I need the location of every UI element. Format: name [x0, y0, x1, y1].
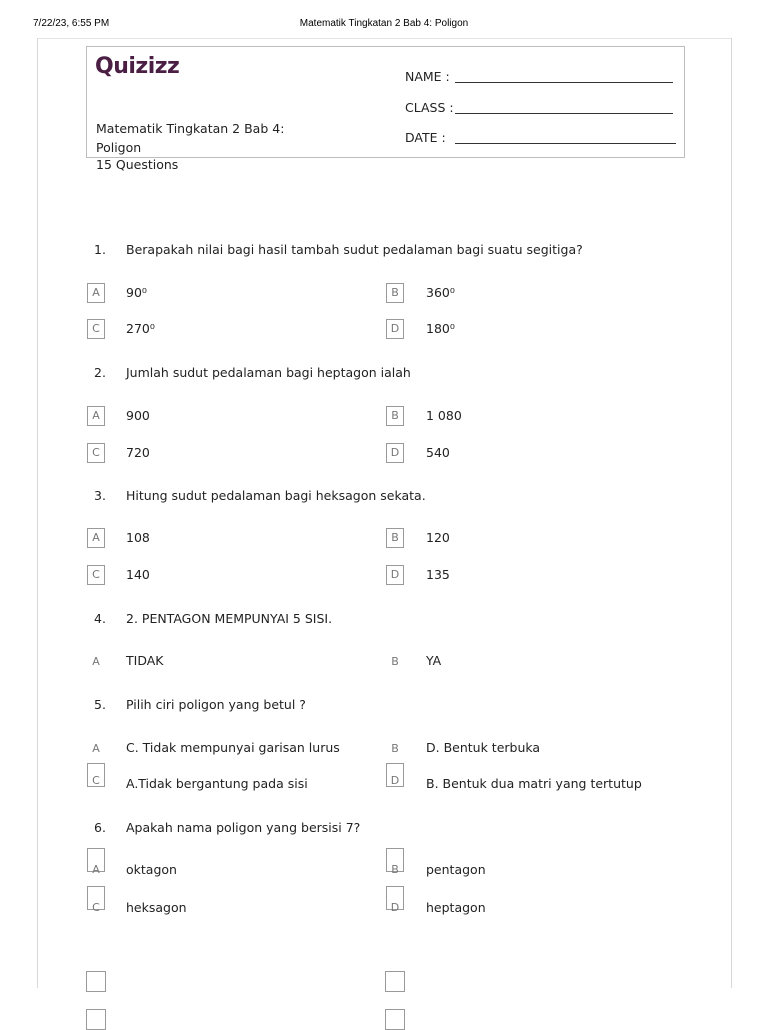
option-box[interactable]: D — [386, 443, 404, 463]
option-text: 540 — [426, 445, 450, 460]
print-date: 7/22/23, 6:55 PM — [33, 18, 110, 29]
option-text: pentagon — [426, 862, 486, 877]
option-text: 720 — [126, 445, 150, 460]
option-letter[interactable]: B — [391, 655, 399, 668]
option-text: 180⁰ — [426, 321, 455, 336]
option-letter[interactable]: A — [92, 655, 100, 668]
option-box[interactable]: A — [87, 848, 105, 872]
option-box[interactable]: B — [386, 283, 404, 303]
option-text: 135 — [426, 567, 450, 582]
question-number: 3. — [94, 488, 106, 503]
option-box[interactable]: D — [386, 763, 404, 787]
question-number: 4. — [94, 611, 106, 626]
option-text: B. Bentuk dua matri yang tertutup — [426, 776, 642, 791]
option-box[interactable]: D — [386, 319, 404, 339]
question-text: Pilih ciri poligon yang betul ? — [126, 697, 306, 712]
date-field — [405, 130, 446, 145]
option-text: 140 — [126, 567, 150, 582]
question-number: 2. — [94, 365, 106, 380]
option-text: 120 — [426, 530, 450, 545]
option-text: heptagon — [426, 900, 486, 915]
option-box[interactable]: C — [87, 763, 105, 787]
option-text: 270⁰ — [126, 321, 155, 336]
question-text: 2. PENTAGON MEMPUNYAI 5 SISI. — [126, 611, 333, 626]
answer-checkbox[interactable] — [86, 1009, 106, 1030]
name-label: NAME : — [405, 69, 450, 84]
quiz-title: Matematik Tingkatan 2 Bab 4: Poligon — [96, 121, 285, 155]
option-text: 900 — [126, 408, 150, 423]
name-field — [405, 69, 450, 84]
option-text: C. Tidak mempunyai garisan lurus — [126, 740, 340, 755]
option-box[interactable]: D — [386, 565, 404, 585]
answer-checkbox[interactable] — [385, 971, 405, 992]
page-border — [37, 38, 732, 39]
option-box[interactable]: B — [386, 406, 404, 426]
question-text: Hitung sudut pedalaman bagi heksagon sekata. — [126, 488, 426, 503]
question-text: Berapakah nilai bagi hasil tambah sudut pedalaman bagi suatu segitiga? — [126, 242, 583, 257]
option-text: TIDAK — [126, 653, 164, 668]
option-text: YA — [426, 653, 442, 668]
option-box[interactable]: B — [386, 528, 404, 548]
option-box[interactable]: C — [87, 443, 105, 463]
option-box[interactable]: C — [87, 886, 105, 910]
name-line — [455, 82, 673, 83]
option-box[interactable]: A — [87, 406, 105, 426]
page-border — [731, 38, 732, 988]
class-line — [455, 113, 673, 114]
option-box[interactable]: A — [87, 283, 105, 303]
answer-checkbox[interactable] — [86, 971, 106, 992]
option-text: 1 080 — [426, 408, 462, 423]
option-box[interactable]: C — [87, 565, 105, 585]
class-field — [405, 100, 454, 115]
option-letter[interactable]: A — [92, 742, 100, 755]
option-letter[interactable]: B — [391, 742, 399, 755]
option-text: 360⁰ — [426, 285, 455, 300]
option-box[interactable]: A — [87, 528, 105, 548]
question-number: 1. — [94, 242, 106, 257]
question-number: 6. — [94, 820, 106, 835]
option-text: heksagon — [126, 900, 187, 915]
option-text: D. Bentuk terbuka — [426, 740, 541, 755]
page-border — [37, 38, 38, 988]
option-box[interactable]: B — [386, 848, 404, 872]
option-text: A.Tidak bergantung pada sisi — [126, 776, 308, 791]
quizizz-logo: Quizizz — [95, 54, 180, 79]
question-number: 5. — [94, 697, 106, 712]
answer-checkbox[interactable] — [385, 1009, 405, 1030]
question-count: 15 Questions — [96, 157, 179, 172]
date-line — [455, 143, 676, 144]
option-text: 108 — [126, 530, 150, 545]
option-text: oktagon — [126, 862, 177, 877]
print-title: Matematik Tingkatan 2 Bab 4: Poligon — [299, 18, 469, 29]
option-text: 90⁰ — [126, 285, 147, 300]
date-label: DATE : — [405, 130, 446, 145]
question-text: Jumlah sudut pedalaman bagi heptagon ialah — [126, 365, 411, 380]
option-box[interactable]: D — [386, 886, 404, 910]
question-text: Apakah nama poligon yang bersisi 7? — [126, 820, 361, 835]
class-label: CLASS : — [405, 100, 454, 115]
option-box[interactable]: C — [87, 319, 105, 339]
